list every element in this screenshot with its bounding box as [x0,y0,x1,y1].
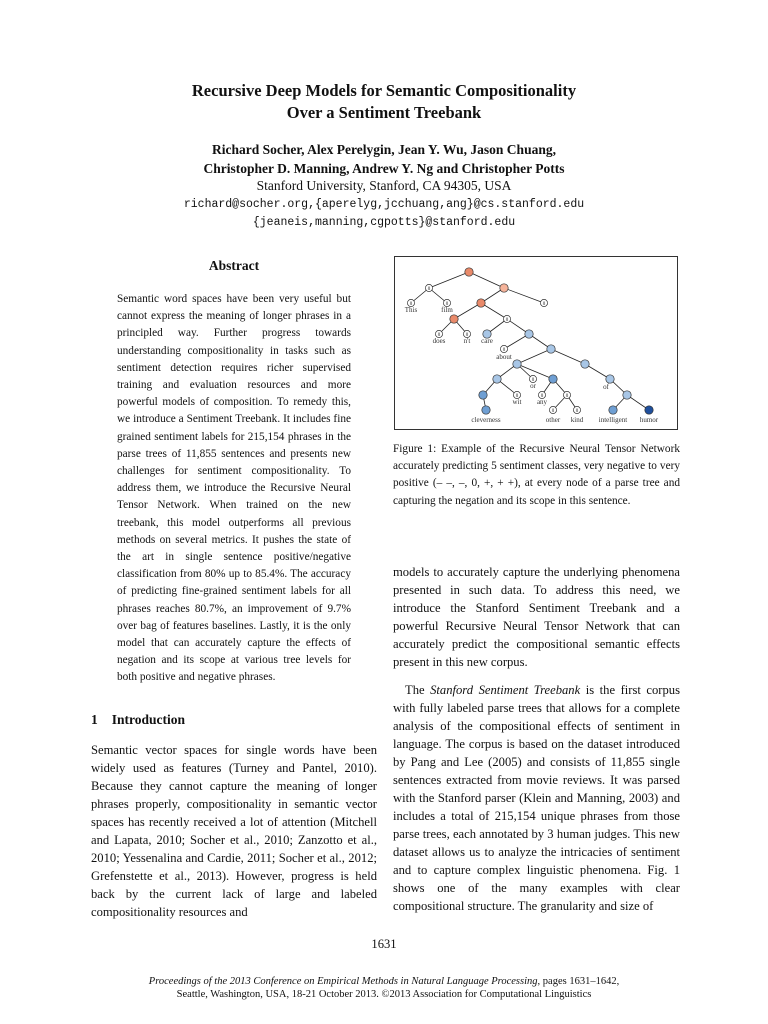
tree-word-label: This [404,306,418,314]
tree-edge [454,303,481,319]
tree-word-label: care [481,337,493,345]
tree-node [477,299,485,307]
intro-paragraph [91,741,377,921]
tree-word-label: wit [512,398,522,406]
tree-word-label: cleverness [471,416,501,424]
node-sentiment-label: 0 [551,408,555,414]
node-sentiment-label: 0 [542,301,546,307]
authors-line-1: Richard Socher, Alex Perelygin, Jean Y. Wu, Jason Chuang, [212,142,556,157]
tree-node [606,375,614,383]
node-sentiment-label: 0 [465,332,469,338]
footer-venue: Proceedings of the 2013 Conference on Empirical Methods in Natural Language Processing [148,976,538,987]
tree-node [525,330,533,338]
footer-line-2: Seattle, Washington, USA, 18-21 October 2013. ©2013 Association for Computational Linguistics [176,989,592,1000]
node-sentiment-label: 0 [531,377,535,383]
email-block [0,196,768,232]
author-list [0,140,768,178]
tree-node [450,315,458,323]
tree-node [623,391,631,399]
paragraph-1: models to accurately capture the underlying phenomena presented in such data. To address this need, we introduce the Stanford Sentiment Treebank and a powerful Recursive Neural Tensor Network that can accurately predict the compositional semantic effects present in this new corpus. [393,565,680,669]
node-sentiment-label: 0 [515,393,519,399]
figure-caption: Figure 1: Example of the Recursive Neural Tensor Network accurately predicting 5 sentiment classes, very negative to very positive (– –, –, 0, +, + +), at every node of a parse tree and capturing the negation and its scope in this sentence. [393,443,680,507]
node-sentiment-label: 0 [505,317,509,323]
tree-node [549,375,557,383]
tree-node [493,375,501,383]
node-sentiment-label: 0 [575,408,579,414]
tree-word-label: film [441,306,453,314]
section-heading [91,712,185,728]
authors-line-2: Christopher D. Manning, Andrew Y. Ng and Christopher Potts [203,161,565,176]
tree-edge [481,303,507,319]
node-sentiment-label: 0 [445,301,449,307]
section-number: 1 [91,712,98,727]
tree-word-label: kind [570,416,584,424]
footer-pages: , pages 1631–1642, [537,976,620,987]
para2-lead: The [405,683,431,697]
intro-text: Semantic vector spaces for single words have been widely used as features (Turney and Pantel, 2010). Because they cannot capture the meaning of longer phrases properly, compositionality in semantic vector spaces has recently received a lot of attention (Mitchell and Lapata, 2010; Socher et al., 2010; Zanzotto et al., 2010; Yessenalina and Cardie, 2011; Socher et al., 2012; Grefenstette et al., 2013). However, progress is held back by the current lack of large and labeled compositionality resources and [91,743,377,919]
node-sentiment-label: 0 [409,301,413,307]
tree-edge [517,349,551,364]
tree-node [465,268,473,276]
right-column-text [393,563,680,915]
title-line-1: Recursive Deep Models for Semantic Compositionality [191,81,577,100]
paragraph-2 [393,681,680,915]
tree-edge [429,272,469,288]
para2-body: is the first corpus with fully labeled parse trees that allows for a complete analysis of the compositional effects of sentiment in language. The corpus is based on the dataset introduced by Pang and Lee (2005) and consists of 11,855 single sentences extracted from movie reviews. It was parsed with the Stanford parser (Klein and Manning, 2003) and includes a total of 215,154 unique phrases from those parse trees, each annotated by 3 human judges. This new dataset allows us to analyze the intricacies of sentiment and to capture complex linguistic phenomena. Fig. 1 shows one of the many examples with clear compositional structure. The granularity and size of [393,683,680,913]
tree-node [609,406,617,414]
abstract-body: Semantic word spaces have been very useful but cannot express the meaning of longer phrases in a principled way. Further progress towards understanding compositionality in tasks such as sentiment detection requires richer supervised training and evaluation resources and more powerful models of composition. To remedy this, we introduce a Sentiment Treebank. It includes fine grained sentiment labels for 215,154 phrases in the parse trees of 11,855 sentences and presents new challenges for sentiment compositionality. To address them, we introduce the Recursive Neural Tensor Network. When trained on the new treebank, this model outperforms all previous methods on several metrics. It pushes the state of the art in single sentence positive/negative classification from 80% up to 85.4%. The accuracy of predicting fine-grained sentiment labels for all phrases reaches 80.7%, an improvement of 9.7% over bag of features baselines. Lastly, it is the only model that can accurately capture the effects of negation and its scope at various tree levels for both positive and negative phrases. [117,293,351,684]
emails-line-1: richard@socher.org,{aperelyg,jcchuang,ang}@cs.stanford.edu [183,198,585,211]
tree-edge [504,288,544,303]
treebank-name: Stanford Sentiment Treebank [430,683,581,697]
title-line-2: Over a Sentiment Treebank [286,103,482,122]
node-sentiment-label: 0 [540,393,544,399]
tree-node [500,284,508,292]
section-title: Introduction [111,712,186,727]
page-number: 1631 [371,937,397,951]
node-sentiment-label: 0 [427,286,431,292]
tree-word-label: does [432,337,446,345]
parse-tree-diagram [395,257,679,431]
emails-line-2: {jeaneis,manning,cgpotts}@stanford.edu [252,216,516,229]
tree-node [479,391,487,399]
paper-title [0,80,768,124]
tree-word-label: or [530,382,536,390]
tree-word-label: n't [463,337,471,345]
tree-node [645,406,653,414]
tree-edge [469,272,504,288]
proceedings-footer [0,975,768,1001]
tree-word-label: of [603,383,609,391]
abstract-heading: Abstract [208,258,260,273]
tree-word-label: about [496,353,512,361]
node-sentiment-label: 0 [565,393,569,399]
tree-edge [551,349,585,364]
node-sentiment-label: 0 [502,347,506,353]
tree-node [513,360,521,368]
affiliation: Stanford University, Stanford, CA 94305, USA [256,178,512,193]
tree-node [581,360,589,368]
node-sentiment-label: 0 [437,332,441,338]
figure-parse-tree [394,256,678,430]
tree-word-label: other [545,416,561,424]
tree-word-label: humor [639,416,659,424]
tree-word-label: any [536,398,548,406]
tree-node [547,345,555,353]
tree-node [482,406,490,414]
footer-line-1 [0,975,768,988]
tree-word-label: intelligent [598,416,628,424]
